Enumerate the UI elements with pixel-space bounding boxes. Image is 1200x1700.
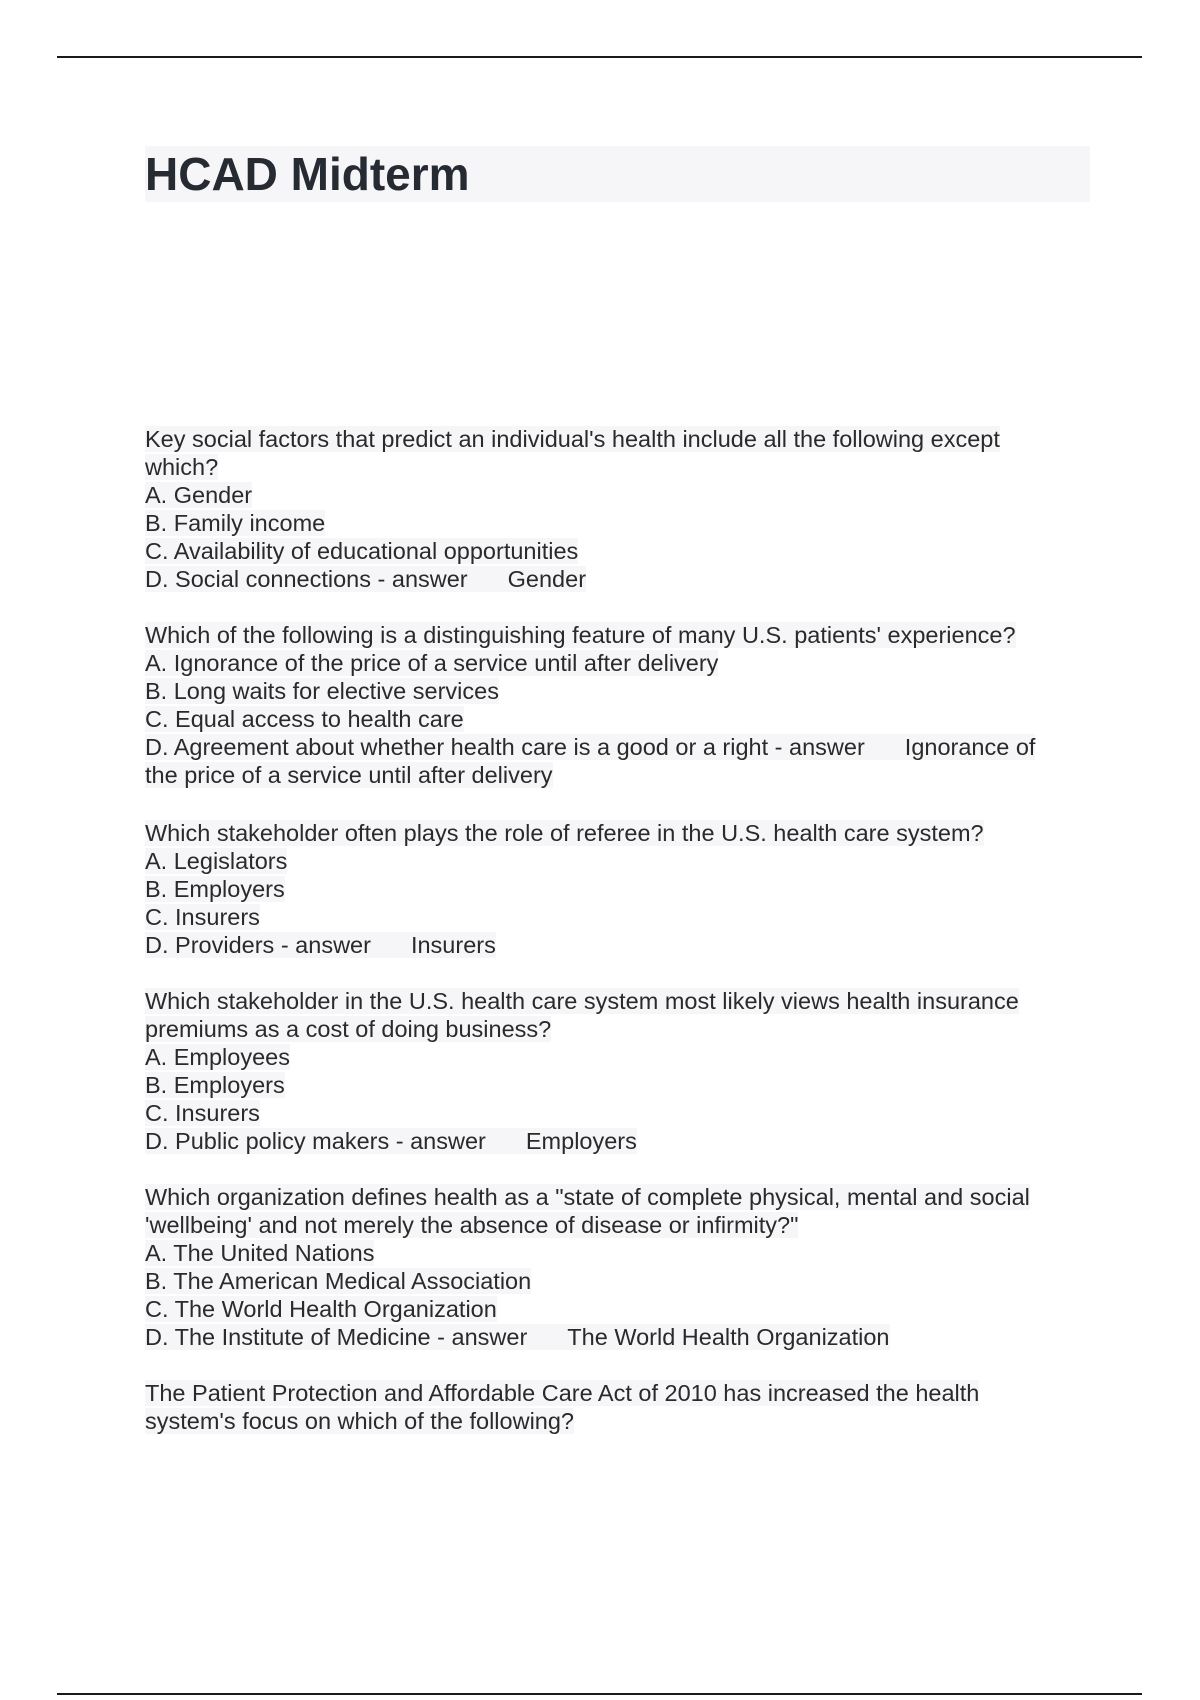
question-6 [145,1379,1075,1435]
answer-prefix: - answer [377,566,468,592]
option-b: B. Long waits for elective services [145,678,499,704]
option-d-with-answer: D. The Institute of Medicine - answer The World Health Organization [145,1324,890,1350]
question-stem-line: which? [145,454,219,480]
question-stem-line: Which stakeholder in the U.S. health care system most likely views health insurance [145,988,1019,1014]
answer-prefix: - answer [437,1324,528,1350]
answer-text: Insurers [410,932,496,958]
bottom-rule [57,1693,1142,1695]
option-d-with-answer: D. Agreement about whether health care is a good or a right - answer Ignorance of [145,734,1036,760]
answer-text: The World Health Organization [567,1324,890,1350]
question-stem-line: Key social factors that predict an individual's health include all the following except [145,426,1000,452]
option-b: B. Employers [145,1072,285,1098]
option-c: C. Equal access to health care [145,706,464,732]
question-list [145,425,1075,1463]
answer-text: Ignorance of [904,734,1036,760]
question-2 [145,621,1075,789]
option-a: A. The United Nations [145,1240,375,1266]
option-c: C. Insurers [145,1100,260,1126]
answer-prefix: - answer [774,734,865,760]
option-d-with-answer: D. Public policy makers - answer Employers [145,1128,637,1154]
question-3 [145,819,1075,959]
page-title: HCAD Midterm [145,148,470,200]
question-5 [145,1183,1075,1351]
question-stem-line: premiums as a cost of doing business? [145,1016,552,1042]
option-b: B. Family income [145,510,326,536]
question-stem-line: system's focus on which of the following? [145,1408,575,1434]
option-c: C. Insurers [145,904,260,930]
question-stem-line: Which organization defines health as a "state of complete physical, mental and social [145,1184,1030,1210]
option-a: A. Legislators [145,848,288,874]
option-a: A. Gender [145,482,253,508]
answer-text: Gender [507,566,587,592]
question-stem-line: 'wellbeing' and not merely the absence of disease or infirmity?" [145,1212,799,1238]
question-stem-line: Which stakeholder often plays the role of referee in the U.S. health care system? [145,820,984,846]
answer-continuation: the price of a service until after delivery [145,762,553,788]
answer-text: Employers [525,1128,637,1154]
question-4 [145,987,1075,1155]
question-stem-line: The Patient Protection and Affordable Care Act of 2010 has increased the health [145,1380,980,1406]
question-stem-line: Which of the following is a distinguishing feature of many U.S. patients' experience? [145,622,1016,648]
option-c: C. Availability of educational opportunities [145,538,579,564]
option-a: A. Ignorance of the price of a service until after delivery [145,650,719,676]
option-b: B. The American Medical Association [145,1268,532,1294]
option-d-with-answer: D. Social connections - answer Gender [145,566,587,592]
answer-prefix: - answer [395,1128,486,1154]
option-d-with-answer: D. Providers - answer Insurers [145,932,496,958]
option-a: A. Employees [145,1044,290,1070]
top-rule [57,56,1142,58]
option-b: B. Employers [145,876,285,902]
answer-prefix: - answer [280,932,371,958]
option-c: C. The World Health Organization [145,1296,497,1322]
question-1 [145,425,1075,593]
